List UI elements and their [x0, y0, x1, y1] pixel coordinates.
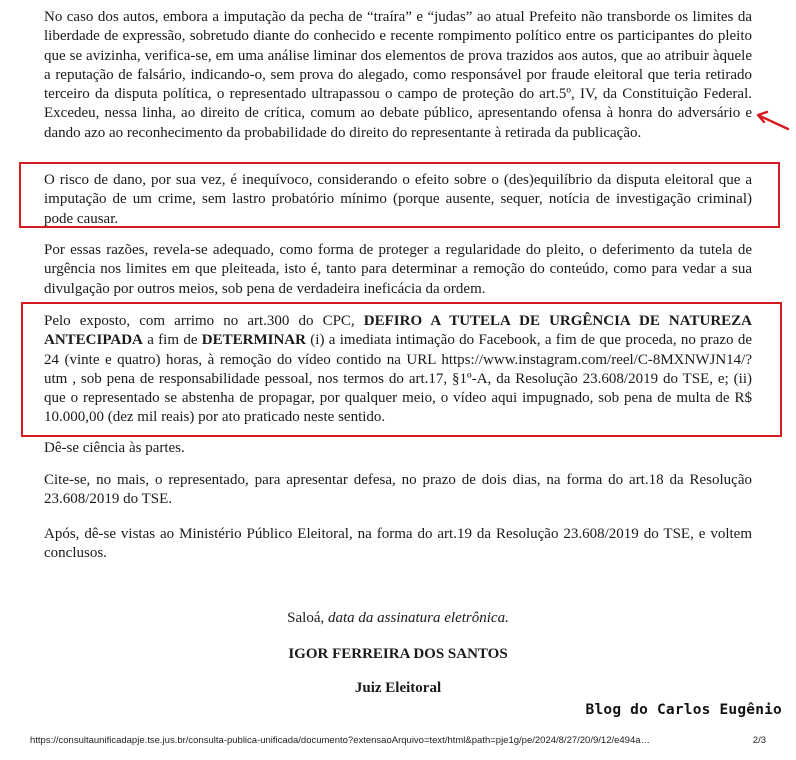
decision-details: (i) a imediata intimação do Facebook, a fim de que proceda, no prazo de 24 (vinte e quatro) horas, à remoção do vídeo contido na URL https://www.instagram.com/reel/C-8MXNWJN14/?utm , sob pena de responsabilidade pessoal, nos termos do art.17, §1º-A, da Resolução 23.608/2019 do TSE, e; (ii) que o representado se abstenha de propagar, por qualquer meio, o vídeo aqui impugnado, sob pena de multa de R$ 10.000,00 (dez mil reais) por ato praticado neste sentido.	[44, 332, 752, 426]
annotation-arrow	[752, 108, 792, 134]
decision-connector: a fim de	[142, 332, 202, 349]
paragraph-notice: Dê-se ciência às partes.	[44, 440, 185, 456]
paragraph-reasons: Por essas razões, revela-se adequado, como forma de proteger a regularidade do pleito, o deferimento da tutela de urgência nos limites em que pleiteada, isto é, tanto para determinar a remoção do conteúdo, como para vedar a sua divulgação por outros meios, sob pena de verdadeira ineficácia da ordem.	[44, 242, 752, 297]
signature-name: IGOR FERREIRA DOS SANTOS	[288, 646, 508, 662]
paragraph-ministry: Após, dê-se vistas ao Ministério Público Eleitoral, na forma do art.19 da Resolução 23.608/2019 do TSE, e voltem conclusos.	[44, 526, 752, 562]
paragraph-merits: No caso dos autos, embora a imputação da pecha de “traíra” e “judas” ao atual Prefeito não transborde os limites da liberdade de expressão, sobretudo diante do conhecido e recente rompimento político entre os participantes do pleito que se avizinha, verifica-se, em uma análise liminar dos elementos de prova trazidos aos autos, que ao atribuir àquele a reputação de falsário, indicando-o, sem prova do alegado, como responsável por fraude eleitoral que teria retirado terceiro da disputa política, o representado ultrapassou o campo de proteção do art.5º, IV, da Constituição Federal. Excedeu, nessa linha, ao direito de crítica, comum ao debate público, apresentando ofensa à honra do adversário e dando azo ao reconhecimento da probabilidade do direito do representante à retirada da publicação.	[44, 9, 752, 141]
signature-role: Juiz Eleitoral	[354, 680, 442, 696]
signature-place: Saloá,	[287, 610, 328, 626]
decision-grant: DEFIRO A TUTELA DE URGÊNCIA DE NATUREZA ANTECIPADA	[44, 313, 753, 349]
paragraph-risk: O risco de dano, por sua vez, é inequívoco, considerando o efeito sobre o (des)equilíbrio da disputa eleitoral que a imputação de um crime, sem lastro probatório mínimo (porque ausente, sequer, notícia de investigação criminal) pode causar.	[44, 172, 752, 227]
blog-watermark: Blog do Carlos Eugênio	[585, 702, 782, 718]
decision-determine: DETERMINAR	[201, 332, 306, 349]
signature-date: data da assinatura eletrônica.	[328, 610, 509, 626]
paragraph-decision	[44, 312, 752, 428]
decision-intro: Pelo exposto, com arrimo no art.300 do CPC,	[44, 313, 364, 329]
footer-page-number: 2/3	[752, 735, 766, 746]
signature-place-date	[0, 610, 796, 627]
paragraph-citation: Cite-se, no mais, o representado, para apresentar defesa, no prazo de dois dias, na forma do art.18 da Resolução 23.608/2019 do TSE.	[44, 472, 752, 508]
footer-url[interactable]: https://consultaunificadapje.tse.jus.br/consulta-publica-unificada/documento?extensaoArquivo=text/html&path=pje1g/pe/2024/8/27/20/9/12/e494a…	[30, 735, 651, 746]
